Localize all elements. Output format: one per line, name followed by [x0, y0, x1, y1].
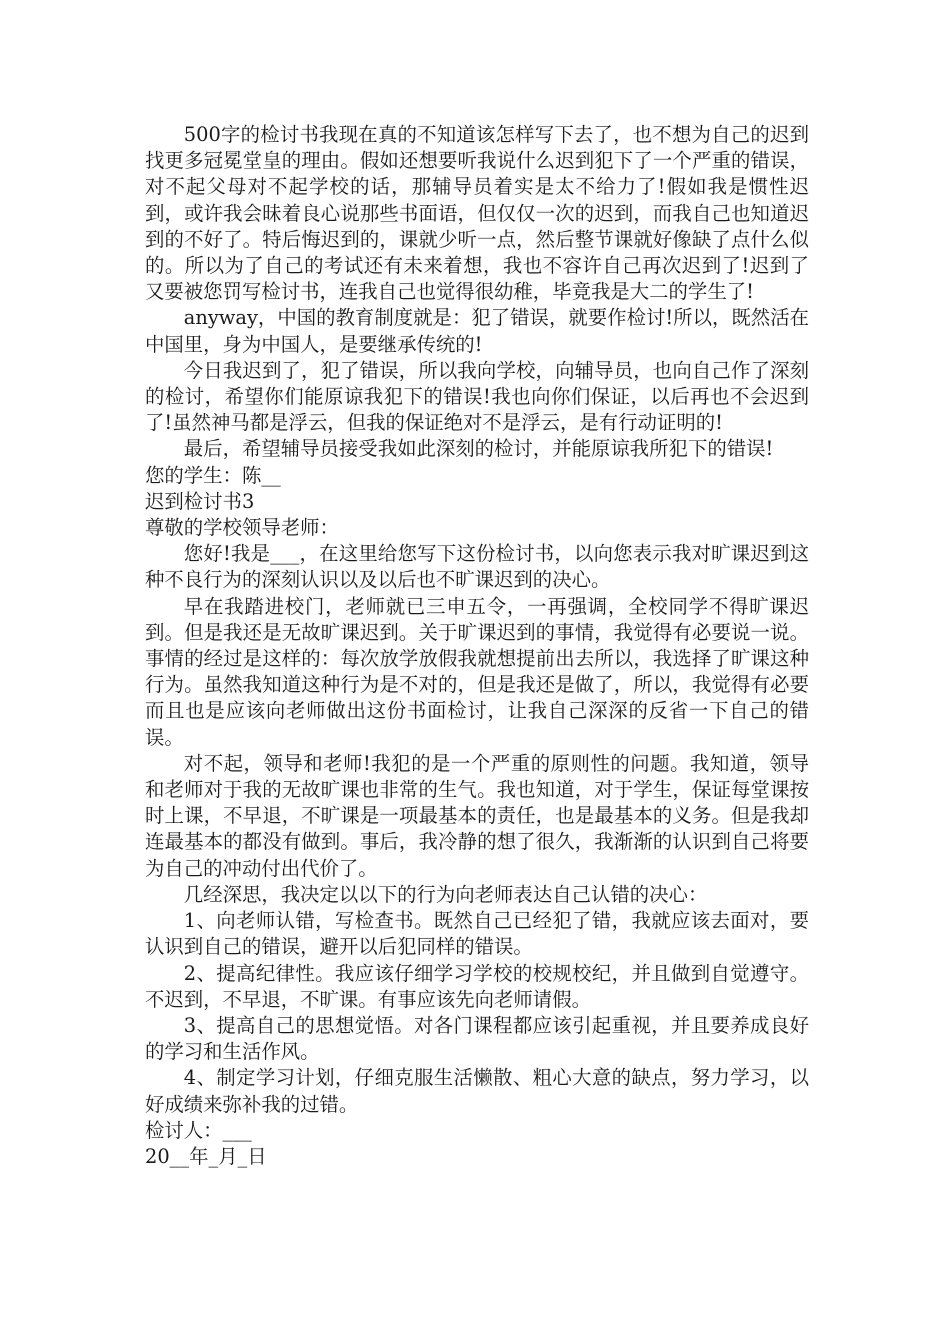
signature-student: 您的学生：陈__	[145, 463, 281, 487]
paragraph-finally: 最后，希望辅导员接受我如此深刻的检讨，并能原谅我所犯下的错误!	[183, 437, 774, 461]
list-item-2: 2、提高纪律性。我应该仔细学习学校的校规校纪，并且做到自觉遵守。不迟到，不早退，不旷课。有事应该先向老师请假。	[145, 961, 809, 1011]
signature-date: 20__年_月_日	[145, 1144, 267, 1168]
paragraph-anyway: anyway，中国的教育制度就是：犯了错误，就要作检讨!所以，既然活在中国里，身为中国人，是要继承传统的!	[145, 306, 809, 356]
paragraph-today-late: 今日我迟到了，犯了错误，所以我向学校，向辅导员，也向自己作了深刻的检讨，希望你们能原谅我犯下的错误!我也向你们保证，以后再也不会迟到了!虽然神马都是浮云，但我的保证绝对不是浮云，是有行动证明的!	[145, 358, 809, 435]
paragraph-intro: 500字的检讨书我现在真的不知道该怎样写下去了，也不想为自己的迟到找更多冠冕堂皇的理由。假如还想要听我说什么迟到犯下了一个严重的错误，对不起父母对不起学校的话，那辅导员着实是太不给力了!假如我是惯性迟到，或许我会昧着良心说那些书面语，但仅仅一次的迟到，而我自己也知道迟到的不好了。特后悔迟到的，课就少听一点，然后整节课就好像缺了点什么似的。所以为了自己的考试还有未来着想，我也不容许自己再次迟到了!迟到了又要被您罚写检讨书，连我自己也觉得很幼稚，毕竟我是大二的学生了!	[145, 123, 809, 304]
list-item-3: 3、提高自己的思想觉悟。对各门课程都应该引起重视，并且要养成良好的学习和生活作风。	[145, 1013, 809, 1064]
paragraph-apology: 对不起，领导和老师!我犯的是一个严重的原则性的问题。我知道，领导和老师对于我的无故旷课也非常的生气。我也知道，对于学生，保证每堂课按时上课，不早退，不旷课是一项最基本的责任，也是最基本的义务。但是我却连最基本的都没有做到。事后，我冷静的想了很久，我渐渐的认识到自己将要为自己的冲动付出代价了。	[145, 751, 809, 880]
paragraph-background: 早在我踏进校门，老师就已三申五令，一再强调，全校同学不得旷课迟到。但是我还是无故旷课迟到。关于旷课迟到的事情，我觉得有必要说一说。事情的经过是这样的：每次放学放假我就想提前出去所以，我选择了旷课这种行为。虽然我知道这种行为是不对的，但是我还是做了，所以，我觉得有必要而且也是应该向老师做出这份书面检讨，让我自己深深的反省一下自己的错误。	[145, 594, 809, 749]
paragraph-greeting: 您好!我是___，在这里给您写下这份检讨书，以向您表示我对旷课迟到这种不良行为的深刻认识以及以后也不旷课迟到的决心。	[145, 542, 809, 592]
paragraph-resolution: 几经深思，我决定以以下的行为向老师表达自己认错的决心：	[183, 882, 708, 906]
list-item-1: 1、向老师认错，写检查书。既然自己已经犯了错，我就应该去面对，要认识到自己的错误，避开以后犯同样的错误。	[145, 909, 809, 959]
document-body	[145, 122, 809, 1170]
salutation: 尊敬的学校领导老师：	[145, 516, 339, 540]
signature-reviewer: 检讨人：___	[145, 1118, 252, 1142]
section-title: 迟到检讨书3	[145, 489, 255, 513]
list-item-4: 4、制定学习计划，仔细克服生活懒散、粗心大意的缺点，努力学习，以好成绩来弥补我的过错。	[145, 1066, 809, 1116]
